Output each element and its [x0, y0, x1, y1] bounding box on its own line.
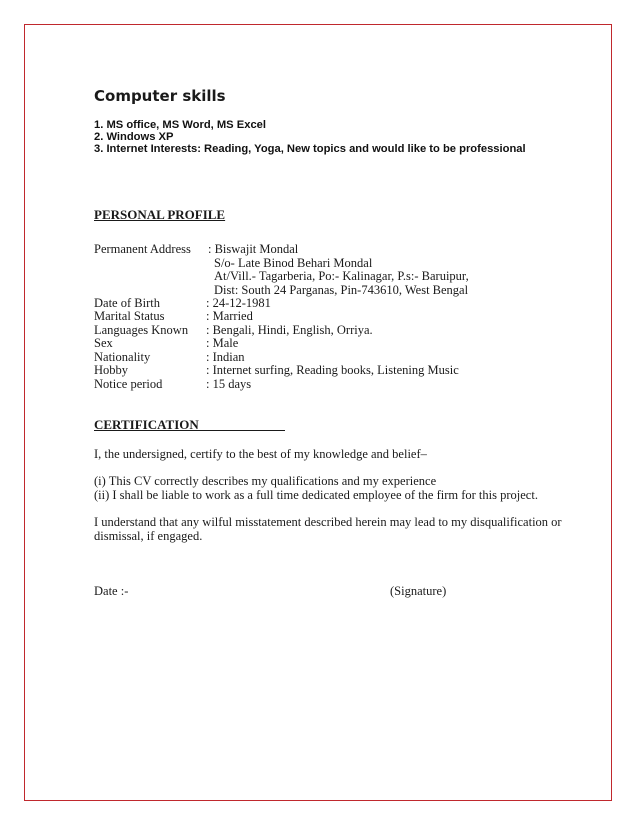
address-line: At/Vill.- Tagarberia, Po:- Kalinagar, P.s:- Baruipur, — [214, 269, 469, 283]
certification-point: (i) This CV correctly describes my qualifications and my experience — [94, 474, 437, 488]
field-value-notice-period: : 15 days — [206, 377, 252, 391]
field-value-dob: : 24-12-1981 — [206, 296, 271, 310]
field-value-nationality: : Indian — [206, 350, 245, 364]
field-label-marital-status: Marital Status — [94, 309, 165, 323]
field-value-hobby: : Internet surfing, Reading books, Listening Music — [206, 363, 459, 377]
certification-heading: CERTIFICATION — [94, 417, 199, 432]
field-label-nationality: Nationality — [94, 350, 151, 364]
field-label-hobby: Hobby — [94, 363, 129, 377]
field-label-dob: Date of Birth — [94, 296, 160, 310]
skill-item: 3. Internet Interests: Reading, Yoga, New topics and would like to be professional — [94, 143, 526, 155]
address-label: Permanent Address — [94, 242, 191, 256]
computer-skills-heading: Computer skills — [94, 87, 226, 105]
field-label-languages: Languages Known — [94, 323, 189, 337]
certification-statement: I understand that any wilful misstatement described herein may lead to my disqualification or — [94, 515, 562, 529]
field-value-sex: : Male — [206, 336, 239, 350]
skill-item: 1. MS office, MS Word, MS Excel — [94, 119, 266, 131]
certification-underline — [188, 430, 285, 431]
address-line: S/o- Late Binod Behari Mondal — [214, 256, 373, 270]
field-label-notice-period: Notice period — [94, 377, 163, 391]
address-line: : Biswajit Mondal — [208, 242, 299, 256]
certification-statement: dismissal, if engaged. — [94, 529, 203, 543]
field-value-languages: : Bengali, Hindi, English, Orriya. — [206, 323, 373, 337]
signature-label: (Signature) — [390, 584, 447, 598]
field-label-sex: Sex — [94, 336, 113, 350]
date-label: Date :- — [94, 584, 129, 598]
certification-point: (ii) I shall be liable to work as a full time dedicated employee of the firm for this project. — [94, 488, 538, 502]
skill-item: 2. Windows XP — [94, 131, 174, 143]
personal-profile-heading: PERSONAL PROFILE — [94, 207, 226, 222]
address-line: Dist: South 24 Parganas, Pin-743610, West Bengal — [214, 283, 469, 297]
field-value-marital-status: : Married — [206, 309, 253, 323]
certification-intro: I, the undersigned, certify to the best of my knowledge and belief– — [94, 447, 427, 461]
